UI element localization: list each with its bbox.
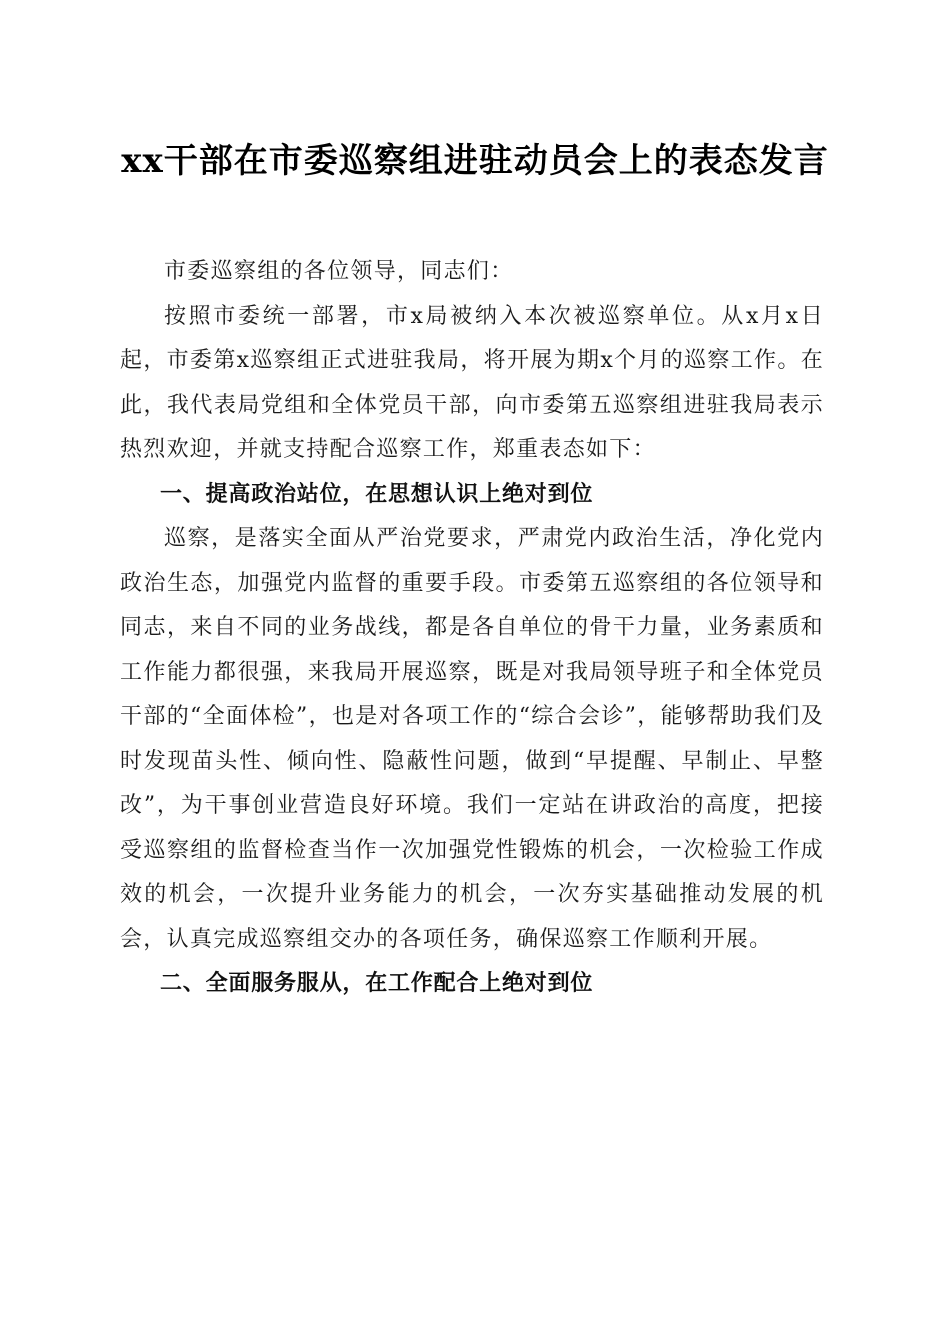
section-heading-2: 二、全面服务服从，在工作配合上绝对到位 <box>160 971 594 996</box>
intro-paragraph: 按照市委统一部署，市x局被纳入本次被巡察单位。从x月x日起，市委第x巡察组正式进驻我局，将开展为期x个月的巡察工作。在此，我代表局党组和全体党员干部，向市委第五巡察组进驻我局表示热烈欢迎，并就支持配合巡察工作，郑重表态如下： <box>120 303 824 462</box>
document-title: xx干部在市委巡察组进驻动员会上的表态发言 <box>121 141 829 181</box>
salutation: 市委巡察组的各位领导，同志们： <box>164 259 514 284</box>
section-heading-1: 一、提高政治站位，在思想认识上绝对到位 <box>160 481 594 507</box>
section-paragraph-1: 巡察，是落实全面从严治党要求，严肃党内政治生活，净化党内政治生态，加强党内监督的重要手段。市委第五巡察组的各位领导和同志，来自不同的业务战线，都是各自单位的骨干力量，业务素质和工作能力都很强，来我局开展巡察，既是对我局领导班子和全体党员干部的“全面体检”，也是对各项工作的“综合会诊”，能够帮助我们及时发现苗头性、倾向性、隐蔽性问题，做到“早提醒、早制止、早整改”，为干事创业营造良好环境。我们一定站在讲政治的高度，把接受巡察组的监督检查当作一次加强党性锻炼的机会，一次检验工作成效的机会，一次提升业务能力的机会，一次夯实基础推动发展的机会，认真完成巡察组交办的各项任务，确保巡察工作顺利开展。 <box>120 526 824 952</box>
document-body <box>120 250 824 1007</box>
